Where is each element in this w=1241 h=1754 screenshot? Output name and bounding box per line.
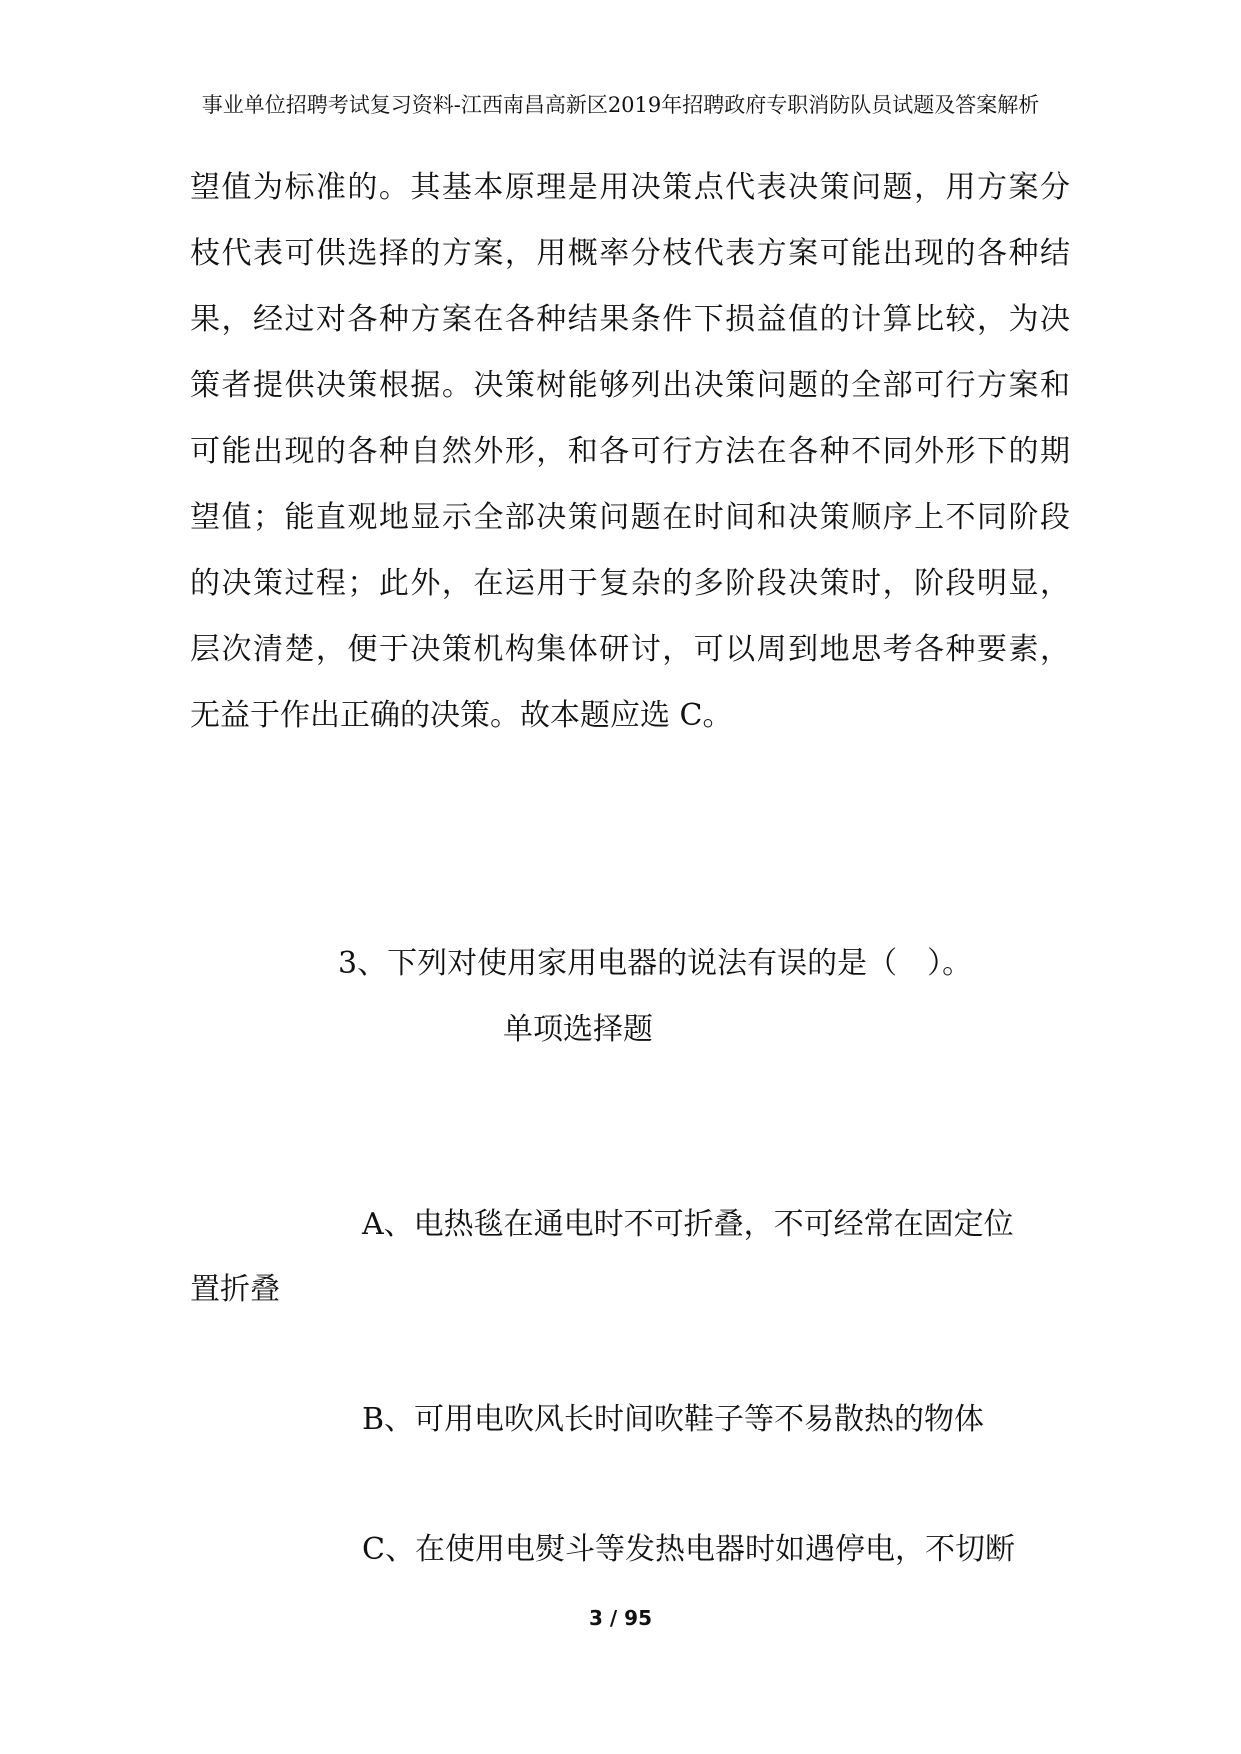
- paragraph-line: 的决策过程；此外，在运用于复杂的多阶段决策时，阶段明显，: [190, 566, 1070, 601]
- paragraph-line: 果，经过对各种方案在各种结果条件下损益值的计算比较，为决: [190, 302, 1070, 337]
- paragraph-line: 无益于作出正确的决策。故本题应选 C。: [190, 698, 733, 733]
- paragraph-line: 望值为标准的。其基本原理是用决策点代表决策问题，用方案分: [190, 170, 1070, 205]
- option-a-line1: A、电热毯在通电时不可折叠，不可经常在固定位: [362, 1207, 1014, 1242]
- explanation-paragraph: [190, 155, 1070, 749]
- paragraph-line: 可能出现的各种自然外形，和各可行方法在各种不同外形下的期: [190, 434, 1070, 469]
- option-c-line1: C、在使用电熨斗等发热电器时如遇停电，不切断: [362, 1532, 1015, 1567]
- paragraph-line: 层次清楚，便于决策机构集体研讨，可以周到地思考各种要素，: [190, 632, 1070, 667]
- question-type: 单项选择题: [503, 1012, 653, 1047]
- option-b: B、可用电吹风长时间吹鞋子等不易散热的物体: [362, 1402, 985, 1437]
- paragraph-line: 枝代表可供选择的方案，用概率分枝代表方案可能出现的各种结: [190, 236, 1070, 271]
- option-a-line2: 置折叠: [190, 1272, 280, 1307]
- paragraph-line: 策者提供决策根据。决策树能够列出决策问题的全部可行方案和: [190, 368, 1070, 403]
- document-header: 事业单位招聘考试复习资料-江西南昌高新区2019年招聘政府专职消防队员试题及答案解析: [201, 93, 1040, 117]
- paragraph-line: 望值；能直观地显示全部决策问题在时间和决策顺序上不同阶段: [190, 500, 1070, 535]
- question-stem: 3、下列对使用家用电器的说法有误的是（ ）。: [338, 946, 973, 981]
- page-number: 3 / 95: [589, 1606, 652, 1630]
